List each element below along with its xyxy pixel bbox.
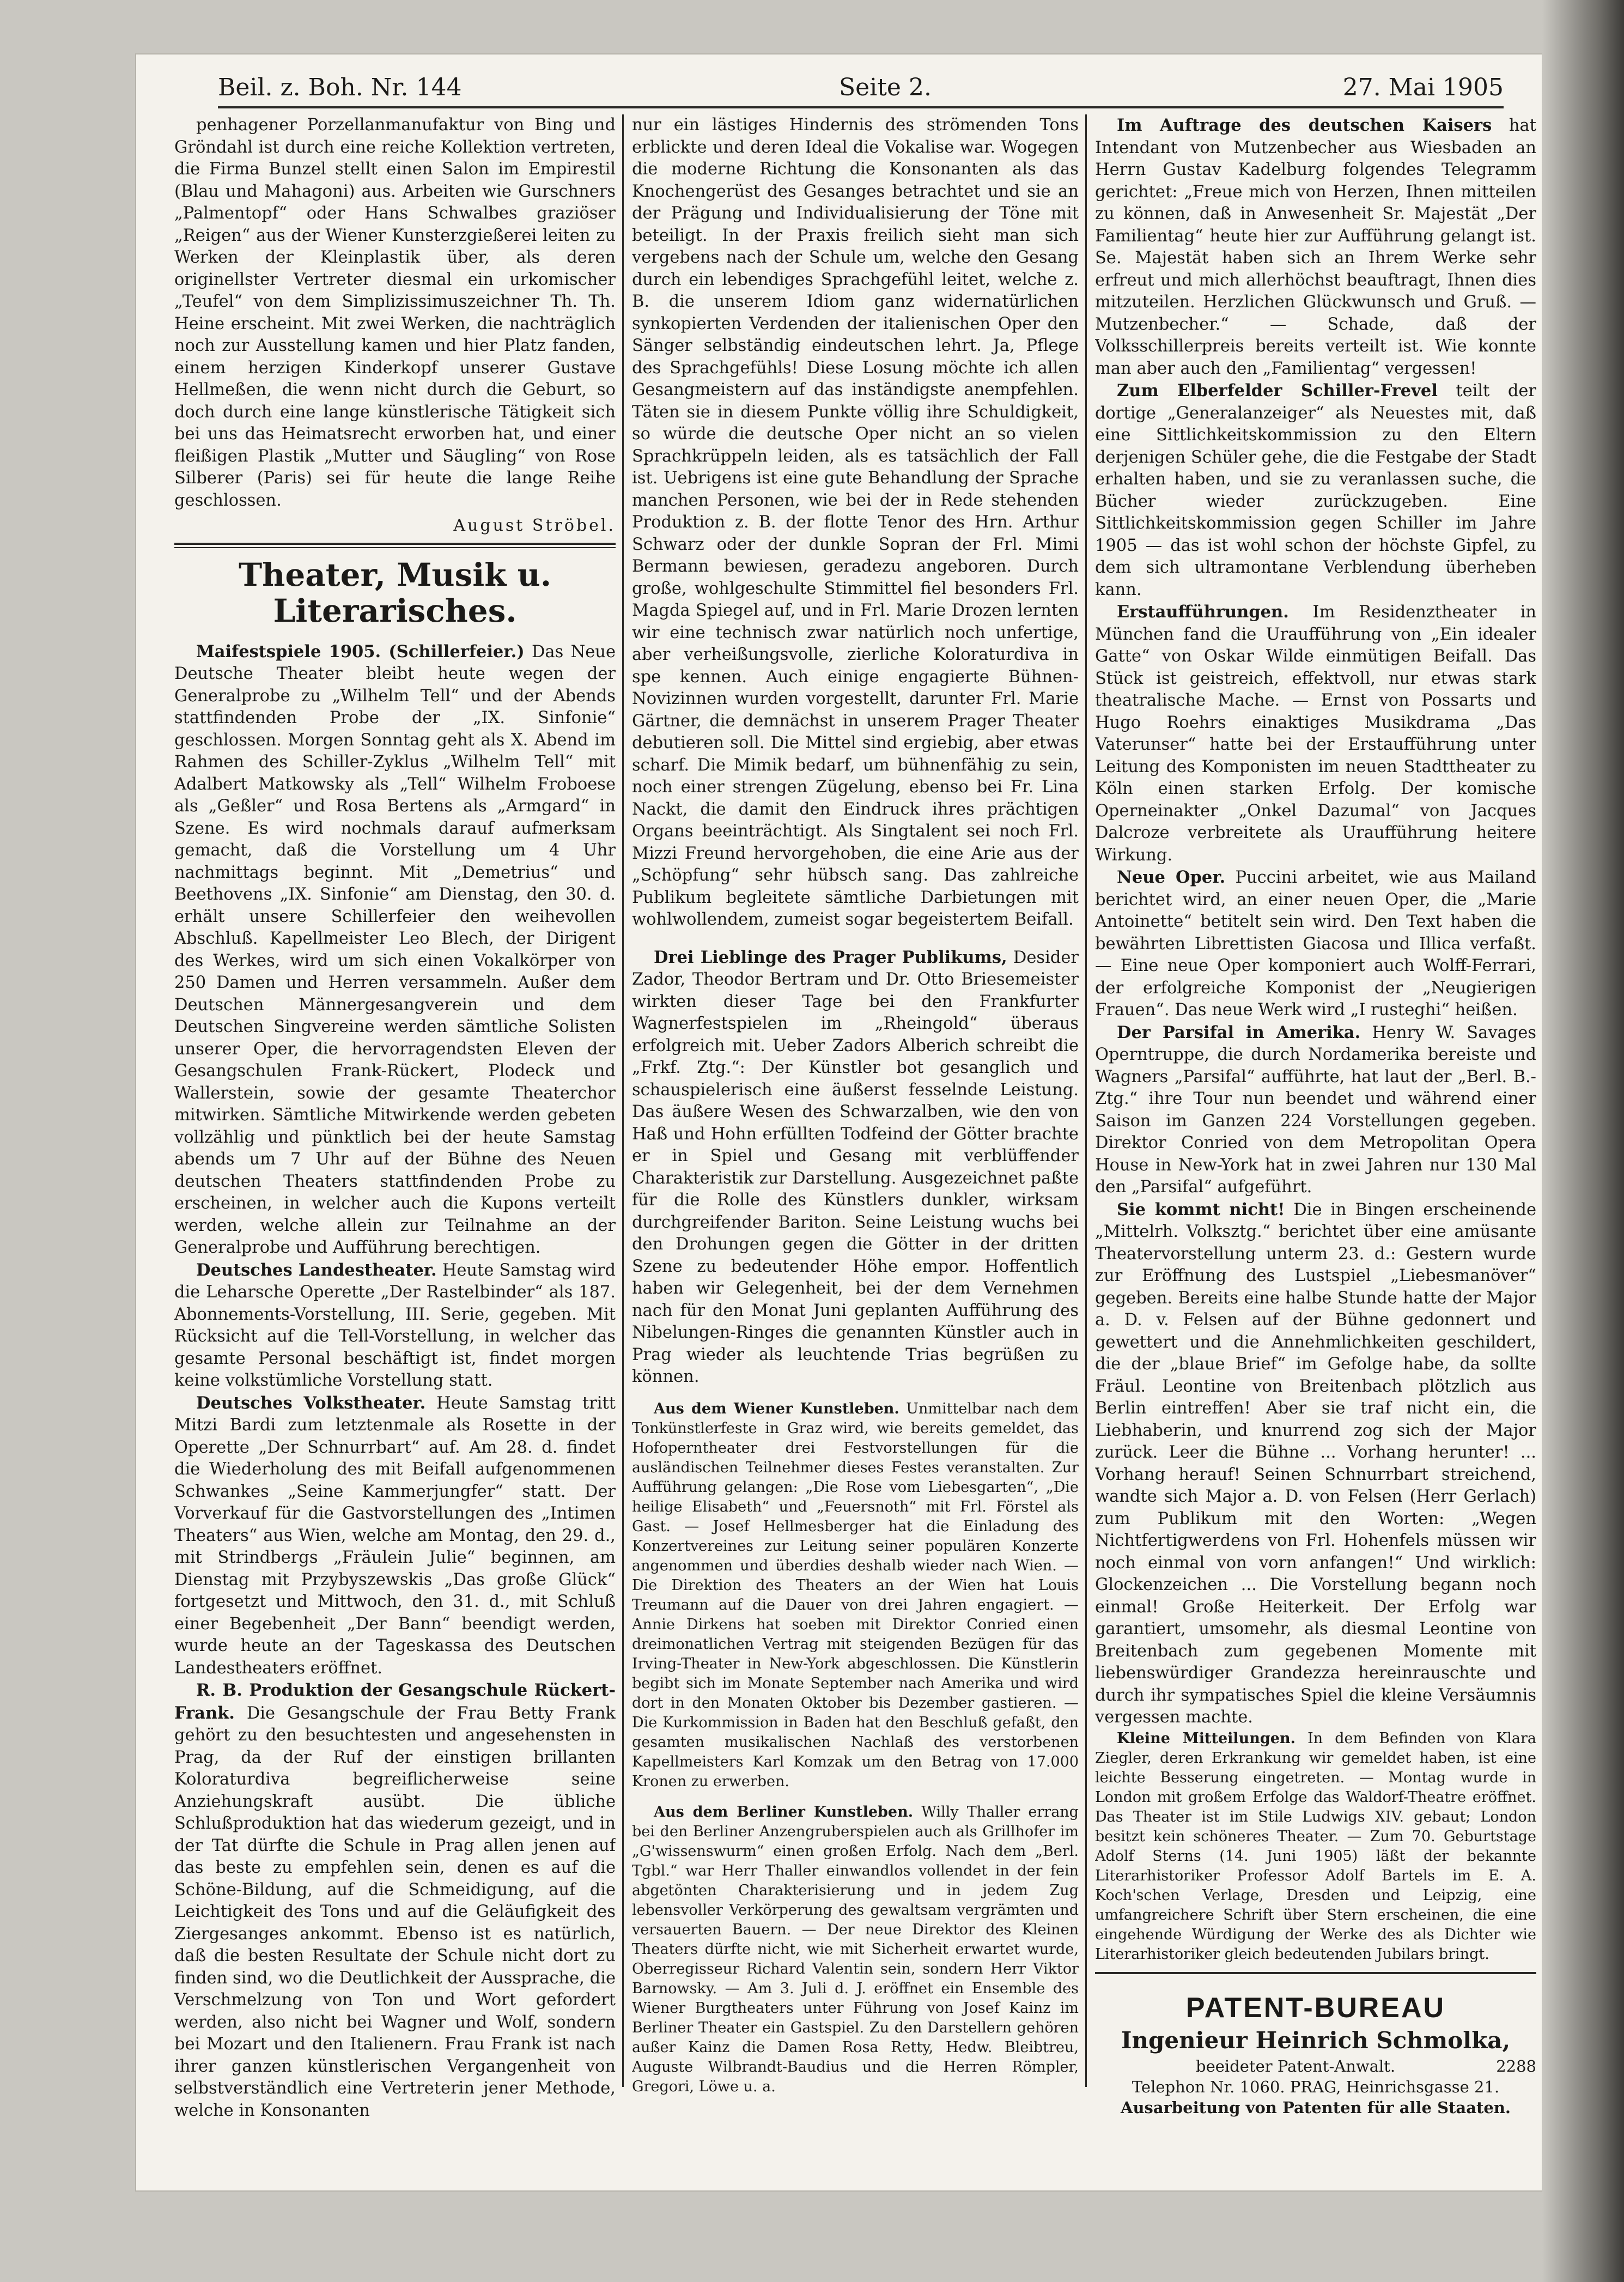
news-headline: Neue Oper. [1117, 867, 1226, 887]
news-item [632, 946, 1079, 1388]
news-body: Die in Bingen erscheinende „Mittelrh. Volksztg.“ berichtet über eine amüsante Theatervorstellung unterm 23. d.: Gestern wurde zur Eröffnung des Lustspiel „Liebesmanöver“ gegeben. Bereits eine halbe Stunde hatte der Major a. D. v. Felsen auf der Bühne gedonnert und gewettert und die Annehmlichkeiten geschildert, die der „blaue Brief“ im Gefolge habe, da sollte Fräul. Leontine von Breitenbach plötzlich aus Berlin eintreffen! Aber sie traf nicht ein, die Liebhaberin, und knurrend zog sich der Major zurück. Leer die Bühne ... Vorhang herunter! ... Vorhang herauf! Seinen Schnurrbart streichend, wandte sich Major a. D. von Felsen (Herr Gerlach) zum Publikum mit den Worten: „Wegen Nichtfertigwerdens von Frl. Hohenfels müssen wir noch einmal von vorn anfangen!“ Und wirklich: Glockenzeichen ... Die Vorstellung begann noch einmal! Große Heiterkeit. Der Erfolg war garantiert, umsomehr, als diesmal Leontine von Breitenbach zum gegebenen Momente mit liebenswürdiger Grandezza hereinrauschte und durch ihr sympatisches Spiel die kleine Versäumnis vergessen machte. [1095, 1200, 1536, 1727]
news-item [174, 641, 616, 1259]
news-body: teilt der dortige „Generalanzeiger“ als Neuestes mit, daß eine Sittlichkeitskommission zu den Eltern derjenigen Schüler gehe, die die Festgabe der Stadt erhalten haben, und sie zu veranlassen suche, die Bücher wieder zurückzugeben. Eine Sittlichkeitskommission gegen Schiller im Jahre 1905 — das ist wohl schon der höchste Gipfel, zu dem sich ultramontane Verblendung überheben kann. [1095, 381, 1536, 599]
column-3 [1095, 114, 1536, 2131]
section-title: Theater, Musik u. Literarisches. [238, 556, 552, 629]
news-headline: Aus dem Berliner Kunstleben. [654, 1803, 914, 1820]
news-headline: Maifestspiele 1905. (Schillerfeier.) [196, 641, 525, 661]
news-item [174, 1392, 616, 1680]
news-headline: R. B. Produktion der Gesangschule Rückert-Frank. [174, 1680, 616, 1723]
news-headline: Deutsches Landestheater. [196, 1260, 437, 1280]
news-headline: Erstaufführungen. [1117, 602, 1289, 622]
news-item [632, 1399, 1079, 1792]
news-body: Puccini arbeitet, wie aus Mailand berichtet wird, an einer neuen Oper, die „Marie Antoinette“ betitelt sein wird. Den Text haben die bewährten Librettisten Giacosa und Illica verfaßt. — Eine neue Oper komponiert auch Wolff-Ferrari, der erfolgreiche Komponist der „Neugierigen Frauen“. Das neue Werk wird „I rusteghi“ heißen. [1095, 868, 1536, 1019]
news-item [174, 1679, 616, 2122]
patent-bureau-advertisement [1095, 1972, 1536, 2118]
column-divider [1085, 114, 1087, 2087]
ad-address: Telephon Nr. 1060. PRAG, Heinrichsgasse 21. [1132, 2077, 1500, 2096]
ad-profession: beeideter Patent-Anwalt. [1196, 2056, 1396, 2075]
news-headline: Der Parsifal in Amerika. [1117, 1022, 1361, 1042]
news-item [174, 1259, 616, 1392]
header-rule [218, 106, 1504, 108]
news-body: Die Gesangschule der Frau Betty Frank gehört zu den besuchtesten und angesehensten in Prag, da der Ruf der einstigen brillanten Koloraturdiva begreiflicherweise seine Anziehungskraft ausübt. Die übliche Schlußproduktion hat das wiederum gezeigt, und in der Tat dürfte die Schule in Prag allen jenen auf das beste zu empfehlen sein, denen es auf die Schöne-Bildung, auf die Schmeidigung, auf die Leichtigkeit des Tons und auf die Geläufigkeit des Ziergesanges ankommt. Ebenso ist es natürlich, daß die besten Resultate der Schule nicht dort zu finden sind, wo die Deutlichkeit der Aussprache, die Verschmelzung von Ton und Wort gefordert werden, also nicht bei Wagner und Wolf, sondern bei Mozart und den Italienern. Frau Frank ist nach ihrer ganzen künstlerischen Vergangenheit von selbstverständlich eine Vertreterin jener Methode, welche in Konsonanten [174, 1703, 616, 2120]
news-item [1095, 380, 1536, 601]
article-continuation: nur ein lästiges Hindernis des strömenden Tons erblickte und deren Ideal die Vokalise war. Wogegen die moderne Richtung die Konsonanten als das Knochengerüst des Gesanges betrachtet und sie an der Prägung und Individualisierung der Töne mit beteiligt. In der Praxis freilich sieht man sich vergebens nach der Schule um, welche den Gesang durch ein lebendiges Sprachgefühl leitet, welche z. B. die unserem Idiom ganz widernatürlichen synkopierten Verdenden der italienischen Oper den Sänger selbständig eindeutschen lehrt. Ja, Pflege des Sprachgefühls! Diese Losung möchte ich allen Gesangmeistern auf das inständigste anempfehlen. Täten sie in diesem Punkte völlig ihre Schuldigkeit, so würde die deutsche Oper nicht an so vielen Sprachkrüppeln leiden, als es tatsächlich der Fall ist. Uebrigens ist eine gute Behandlung der Sprache manchen Personen, wie bei der in Rede stehenden Produktion z. B. der flotte Tenor des Hrn. Arthur Schwarz oder der dunkle Sopran der Frl. Mimi Bermann bewiesen, geradezu angeboren. Durch große, wohlgeschulte Stimmittel fiel besonders Frl. Magda Spiegel auf, und in Frl. Marie Drozen lernten wir eine technisch zwar natürlich noch unfertige, aber verheißungsvolle, zierliche Koloraturdiva in spe kennen. Auch einige engagierte Bühnen-Novizinnen wurden vorgestellt, darunter Frl. Marie Gärtner, die demnächst in unserem Prager Theater debutieren soll. Die Mittel sind ergiebig, aber etwas scharf. Die Mimik bedarf, um bühnenfähig zu sein, noch einer strengen Zügelung, ebenso bei Fr. Lina Nackt, die damit den Eindruck ihres prächtigen Organs beeinträchtigt. Als Singtalent sei noch Frl. Mizzi Freund hervorgehoben, die eine Arie aus der „Schöpfung“ sehr hübsch sang. Das zahlreiche Publikum begleitete sämtliche Darbietungen mit wohlwollendem, zumeist sogar begeistertem Beifall. [632, 116, 1079, 929]
news-body: Im Residenztheater in München fand die Uraufführung von „Ein idealer Gatte“ von Oskar Wilde einmütigen Beifall. Das Stück ist geistreich, effektvoll, nur etwas stark theatralische Mache. — Ernst von Possarts und Hugo Roehrs einaktiges Musikdrama „Das Vaterunser“ hatte bei der Erstaufführung unter Leitung des Komponisten im neuen Stadttheater zu Köln einen starken Erfolg. Der komische Operneinakter „Onkel Dazumal“ von Jacques Dalcroze verbreitete als Uraufführung heitere Wirkung. [1095, 603, 1536, 865]
column-2 [632, 114, 1079, 2131]
news-body: hat Intendant von Mutzenbecher aus Wiesbaden an Herrn Gustav Kadelburg folgendes Telegramm gerichtet: „Freue mich von Herzen, Ihnen mitteilen zu können, daß in Anwesenheit Sr. Majestät „Der Familientag“ heute hier zur Aufführung gelangt ist. Se. Majestät haben sich an Ihrem Werke sehr erfreut und mich allerhöchst beauftragt, Ihnen dies mitzuteilen. Herzlichen Glückwunsch und Gruß. — Mutzenbecher.“ — Schade, daß der Volksschillerpreis bereits verteilt ist. Wie konnte man aber auch den „Familientag“ vergessen! [1095, 116, 1536, 378]
news-item [1095, 114, 1536, 380]
news-item [1095, 1199, 1536, 1729]
article-continuation: penhagener Porzellanmanufaktur von Bing und Gröndahl ist durch eine reiche Kollektion vertreten, die Firma Bunzel stellt einen Salon im Empirestil (Blau und Mahagoni) aus. Arbeiten wie Gurschners „Palmentopf“ oder Hans Schwalbes graziöser „Reigen“ aus der Wiener Kunsterzgießerei leiten zu Werken der Kleinplastik über, als deren originellster Vertreter diesmal ein urkomischer „Teufel“ von dem Simplizissimuszeichner Th. Th. Heine erscheint. Mit zwei Werken, die nachträglich noch zur Ausstellung kamen und hier Platz fanden, einem herzigen Kinderkopf unserer Gustave Hellmeßen, die wenn nicht durch die Geburt, so doch durch eine lange künstlerische Tätigkeit sich bei uns das Heimatsrecht erworben hat, und einer fleißigen Plastik „Mutter und Säugling“ von Rose Silberer (Paris) sei für heute die lange Reihe geschlossen. [174, 116, 616, 510]
section-rule [174, 547, 616, 548]
news-item [1095, 866, 1536, 1022]
article-signature: August Ströbel. [453, 516, 616, 535]
news-body: Das Neue Deutsche Theater bleibt heute wegen der Generalprobe zu „Wilhelm Tell“ und der Abends stattfindenden Probe der „IX. Sinfonie“ geschlossen. Morgen Sonntag geht als X. Abend im Rahmen des Schiller-Zyklus „Wilhelm Tell“ mit Adalbert Matkowsky als „Tell“ Wilhelm Froboese als „Geßler“ und Rosa Bertens als „Armgard“ in Szene. Es wird nochmals darauf aufmerksam gemacht, daß die Vorstellung um 4 Uhr nachmittags beginnt. Mit „Demetrius“ und Beethovens „IX. Sinfonie“ am Dienstag, den 30. d. erhält unsere Schillerfeier den weihevollen Abschluß. Kapellmeister Leo Blech, der Dirigent des Werkes, wird um sich einen Vokalkörper von 250 Damen und Herren versammeln. Außer dem Deutschen Männergesangverein und dem Deutschen Singvereine werden sämtliche Solisten unserer Oper, die hervorragendsten Eleven der Gesangschulen Frank-Rückert, Plodeck und Wallerstein, sowie der gesamte Theaterchor mitwirken. Sämtliche Mitwirkende werden gebeten vollzählig und pünktlich bei der heute Samstag abends um 7 Uhr auf der Bühne des Neuen deutschen Theaters stattfindenden Probe zu erscheinen, in welcher auch die Kupons verteilt werden, welche allein zur Teilnahme an der Generalprobe und Aufführung berechtigen. [174, 642, 616, 1257]
section-rule [174, 543, 616, 545]
news-item [1095, 601, 1536, 866]
news-headline: Im Auftrage des deutschen Kaisers [1117, 116, 1492, 135]
news-body: Willy Thaller errang bei den Berliner Anzengruberspielen auch als Grillhofer im „G'wissenswurm“ einen großen Erfolg. Nach dem „Berl. Tgbl.“ war Herr Thaller einwandlos vollendet in der fein abgetönten Charakterisierung und in jedem Zug lebensvoller Verkörperung des gewaltsam vergrämten und versauerten Bauern. — Der neue Direktor des Kleinen Theaters dürfte nicht, wie mit Sicherheit erwartet wurde, Oberregisseur Richard Valentin sein, sondern Herr Viktor Barnowsky. — Am 3. Juli d. J. eröffnet ein Ensemble des Wiener Burgtheaters unter Führung von Josef Kainz im Berliner Theater ein Gastspiel. Zu den Darstellern gehören außer Kainz die Damen Rosa Retty, Hedw. Bleibtreu, Auguste Wilbrandt-Baudius und die Herren Römpler, Gregori, Löwe u. a. [632, 1803, 1079, 2095]
news-body: Unmittelbar nach dem Tonkünstlerfeste in Graz wird, wie bereits gemeldet, das Hofoperntheater drei Festvorstellungen für die ausländischen Teilnehmer dieses Festes veranstalten. Zur Aufführung gelangen: „Die Rose vom Liebesgarten“, „Die heilige Elisabeth“ und „Feuersnoth“ mit Frl. Förstel als Gast. — Josef Hellmesberger hat die Einladung des Konzertvereines zur Leitung seiner populären Konzerte angenommen und überdies deshalb wieder nach Wien. — Die Direktion des Theaters an der Wien hat Louis Treumann auf die Dauer von drei Jahren engagiert. — Annie Dirkens hat soeben mit Direktor Conried einen dreimonatlichen Vertrag mit steigenden Bezügen für das Irving-Theater in New-York abgeschlossen. Die Künstlerin begibt sich im Monate September nach Amerika und wird dort in den Monaten Oktober bis Dezember gastieren. — Die Kurkommission in Baden hat den Beschluß gefaßt, den gesamten musikalischen Nachlaß des verstorbenen Kapellmeisters Karl Komzak um den Betrag von 17.000 Kronen zu erwerben. [632, 1400, 1079, 1790]
news-headline: Zum Elberfelder Schiller-Frevel [1117, 381, 1438, 400]
column-divider [622, 114, 624, 2087]
scan-edge-shadow [1542, 0, 1624, 2282]
ad-subtitle: Ingenieur Heinrich Schmolka, [1121, 2026, 1511, 2054]
issue-label: Beil. z. Boh. Nr. 144 [218, 74, 462, 101]
news-body: Henry W. Savages Operntruppe, die durch Nordamerika bereiste und Wagners „Parsifal“ aufführte, hat laut der „Berl. B.-Ztg.“ ihre Tour nun beendet und während einer Saison im Ganzen 224 Vorstellungen gegeben. Direktor Conried von dem Metropolitan Opera House in New-York hat in zwei Jahren nur 130 Mal den „Parsifal“ aufgeführt. [1095, 1023, 1536, 1197]
ad-line [1095, 2056, 1536, 2077]
page-number: Seite 2. [839, 74, 932, 101]
ad-number: 2288 [1496, 2056, 1536, 2075]
news-item [1095, 1022, 1536, 1199]
news-body: Desider Zador, Theodor Bertram und Dr. Otto Briesemeister wirkten dieser Tage bei den Frankfurter Wagnerfestspielen im „Rheingold“ überaus erfolgreich mit. Ueber Zadors Alberich schreibt die „Frkf. Ztg.“: Der Künstler bot gesanglich und schauspielerisch eine äußerst fesselnde Leistung. Das äußere Wesen des Schwarzalben, wie den von Haß und Hohn erfüllten Todfeind der Götter brachte er in Spiel und Gesang mit verblüffender Charakteristik zur Darstellung. Ausgezeichnet paßte für die Rolle des Künstlers dunkler, wirksam durchgreifender Bariton. Seine Leistung wuchs bei den Drohungen gegen die Götter in der dritten Szene zu bedeutender Höhe empor. Hoffentlich haben wir Gelegenheit, bei der dem Vernehmen nach für den Monat Juni geplanten Aufführung des Nibelungen-Ringes die genannten Künstler auch in Prag wieder als leuchtende Trias begrüßen zu können. [632, 948, 1079, 1386]
news-headline: Aus dem Wiener Kunstleben. [654, 1400, 899, 1417]
news-headline: Drei Lieblinge des Prager Publikums, [654, 947, 1007, 967]
ad-title: PATENT-BUREAU [1185, 1992, 1446, 2024]
news-body: Heute Samstag tritt Mitzi Bardi zum letztenmale als Rosette in der Operette „Der Schnurrbart“ auf. Am 28. d. findet die Wiederholung des mit Beifall aufgenommenen Schwankes „Seine Kammerjungfer“ statt. Der Vorverkauf für die Gastvorstellungen des „Intimen Theaters“ aus Wien, welche am Montag, den 29. d., mit Strindbergs „Fräulein Julie“ beginnen, am Dienstag mit Przybyszewskis „Das große Glück“ fortgesetzt und Mittwoch, den 31. d., mit Schluß einer Begebenheit „Der Bann“ beendigt werden, wurde heute an der Tageskassa des Deutschen Landestheaters eröffnet. [174, 1393, 616, 1678]
news-item [632, 1802, 1079, 2097]
news-body: In dem Befinden von Klara Ziegler, deren Erkrankung wir gemeldet haben, ist eine leichte Besserung eingetreten. — Montag wurde in London mit großem Erfolge das Waldorf-Theatre eröffnet. Das Theater ist im Stile Ludwigs XIV. gebaut; London besitzt kein schöneres Theater. — Zum 70. Geburtstage Adolf Sterns (14. Juni 1905) läßt der bekannte Literarhistoriker Professor Adolf Bartels im E. A. Koch'schen Verlage, Dresden und Leipzig, eine umfangreichere Schrift über Stern erscheinen, die eine eingehende Würdigung der Werke des als Dichter wie Literarhistoriker gleich bedeutenden Jubilars bringt. [1095, 1729, 1536, 1963]
news-headline: Kleine Mitteilungen. [1117, 1729, 1295, 1747]
news-headline: Deutsches Volkstheater. [196, 1393, 426, 1413]
news-body: Heute Samstag wird die Leharsche Operette „Der Rastelbinder“ als 187. Abonnements-Vorstellung, III. Serie, gegeben. Mit Rücksicht auf die Tell-Vorstellung, in welcher das gesamte Personal beschäftigt ist, findet morgen keine volkstümliche Vorstellung statt. [174, 1260, 616, 1390]
issue-date: 27. Mai 1905 [1342, 74, 1504, 101]
ad-service: Ausarbeitung von Patenten für alle Staaten. [1120, 2098, 1511, 2117]
column-1 [174, 114, 616, 2131]
news-headline: Sie kommt nicht! [1117, 1199, 1285, 1219]
news-item [1095, 1729, 1536, 1964]
